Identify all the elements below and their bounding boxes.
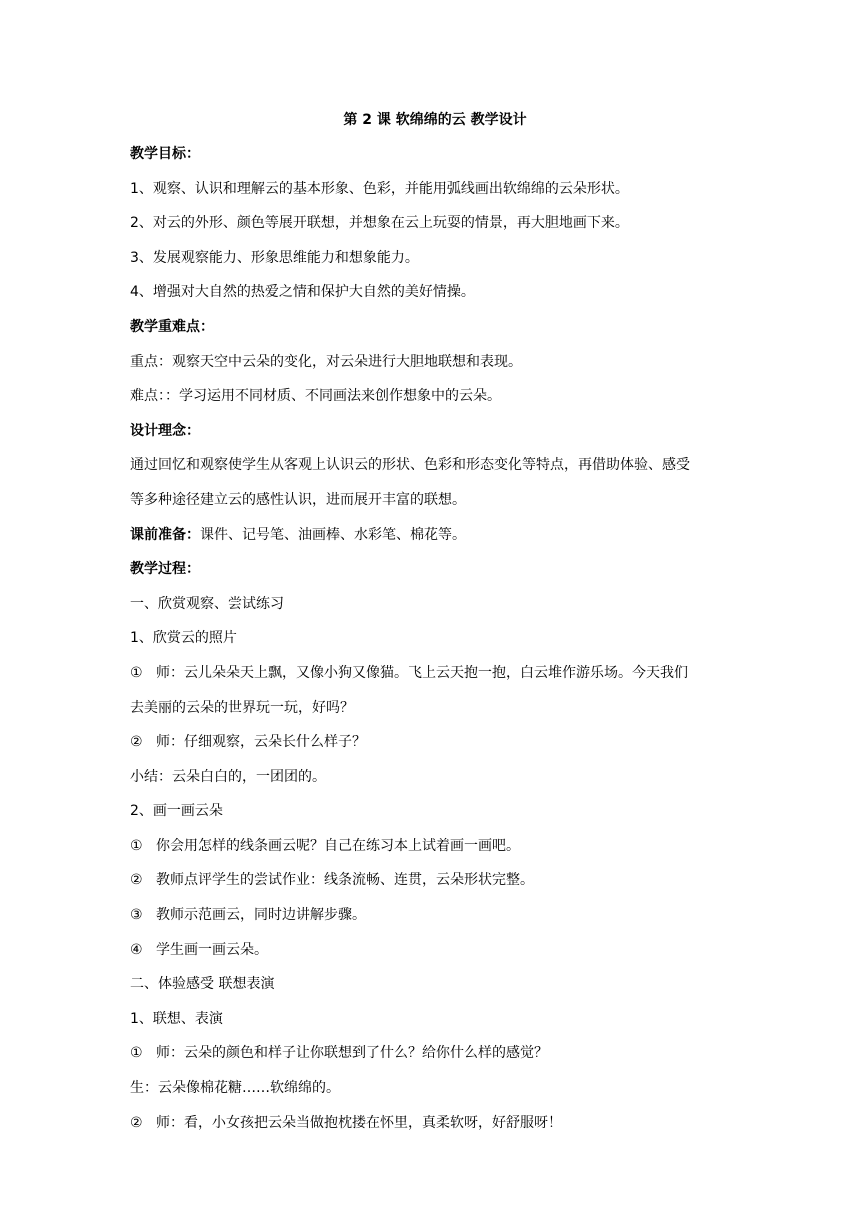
list-marker: ① — [130, 664, 143, 681]
subsection-heading: 1、欣赏云的照片 — [130, 630, 237, 647]
list-marker: ④ — [130, 941, 143, 958]
difficult-point: 难点：：学习运用不同材质、不同画法来创作想象中的云朵。 — [130, 388, 501, 405]
list-item-text: 师：云朵的颜色和样子让你联想到了什么？给你什么样的感觉？ — [156, 1045, 548, 1062]
list-item-text: 学生画一画云朵。 — [156, 941, 268, 958]
process-heading: 教学过程： — [130, 561, 200, 578]
concept-heading: 设计理念： — [130, 422, 200, 439]
list-item-text: 你会用怎样的线条画云呢？自己在练习本上试着画一画吧。 — [156, 837, 520, 854]
goals-heading: 教学目标： — [130, 146, 200, 162]
preparation-text: 课件、记号笔、油画棒、水彩笔、棉花等。 — [200, 526, 466, 543]
preparation-paragraph — [130, 525, 740, 545]
list-marker: ② — [130, 734, 143, 751]
preparation-label: 课前准备： — [130, 526, 200, 543]
list-item — [130, 663, 740, 683]
list-marker: ① — [130, 837, 143, 854]
list-item-text: 教师示范画云，同时边讲解步骤。 — [156, 907, 366, 924]
goal-item: 3、发展观察能力、形象思维能力和想象能力。 — [130, 249, 419, 266]
list-marker: ① — [130, 1045, 143, 1062]
goal-item: 4、增强对大自然的热爱之情和保护大自然的美好情操。 — [130, 284, 475, 301]
concept-text-line: 等多种途径建立云的感性认识，进而展开丰富的联想。 — [130, 491, 466, 508]
document-content — [130, 110, 740, 1147]
list-marker: ③ — [130, 907, 143, 924]
list-item — [130, 1113, 740, 1133]
list-marker: ② — [130, 1114, 143, 1131]
list-item — [130, 940, 740, 960]
section-heading: 二、体验感受 联想表演 — [130, 976, 275, 993]
list-item — [130, 905, 740, 925]
goal-item: 2、对云的外形、颜色等展开联想，并想象在云上玩耍的情景，再大胆地画下来。 — [130, 215, 629, 232]
list-item — [130, 870, 740, 890]
list-marker: ② — [130, 872, 143, 889]
list-item-text: 教师点评学生的尝试作业：线条流畅、连贯，云朵形状完整。 — [156, 872, 534, 889]
list-item — [130, 732, 740, 752]
list-item — [130, 836, 740, 856]
key-point: 重点：观察天空中云朵的变化，对云朵进行大胆地联想和表现。 — [130, 353, 522, 370]
list-item-text: 师：看，小女孩把云朵当做抱枕搂在怀里，真柔软呀，好舒服呀！ — [156, 1114, 562, 1131]
section-heading: 一、欣赏观察、尝试练习 — [130, 595, 284, 612]
summary-text: 小结：云朵白白的，一团团的。 — [130, 768, 326, 785]
document-title: 第 2 课 软绵绵的云 教学设计 — [343, 112, 527, 128]
concept-text-line: 通过回忆和观察使学生从客观上认识云的形状、色彩和形态变化等特点，再借助体验、感受 — [130, 457, 690, 474]
list-item-text: 师：仔细观察，云朵长什么样子？ — [156, 734, 366, 751]
list-item-continuation: 去美丽的云朵的世界玩一玩，好吗？ — [130, 699, 354, 716]
key-points-heading: 教学重难点： — [130, 318, 214, 335]
list-item-text: 师：云儿朵朵天上飘，又像小狗又像猫。飞上云天抱一抱，白云堆作游乐场。今天我们 — [156, 664, 688, 681]
student-response: 生：云朵像棉花糖……软绵绵的。 — [130, 1080, 340, 1097]
list-item — [130, 1043, 740, 1063]
subsection-heading: 2、画一画云朵 — [130, 803, 223, 820]
subsection-heading: 1、联想、表演 — [130, 1010, 223, 1027]
goal-item: 1、观察、认识和理解云的基本形象、色彩，并能用弧线画出软绵绵的云朵形状。 — [130, 180, 629, 197]
